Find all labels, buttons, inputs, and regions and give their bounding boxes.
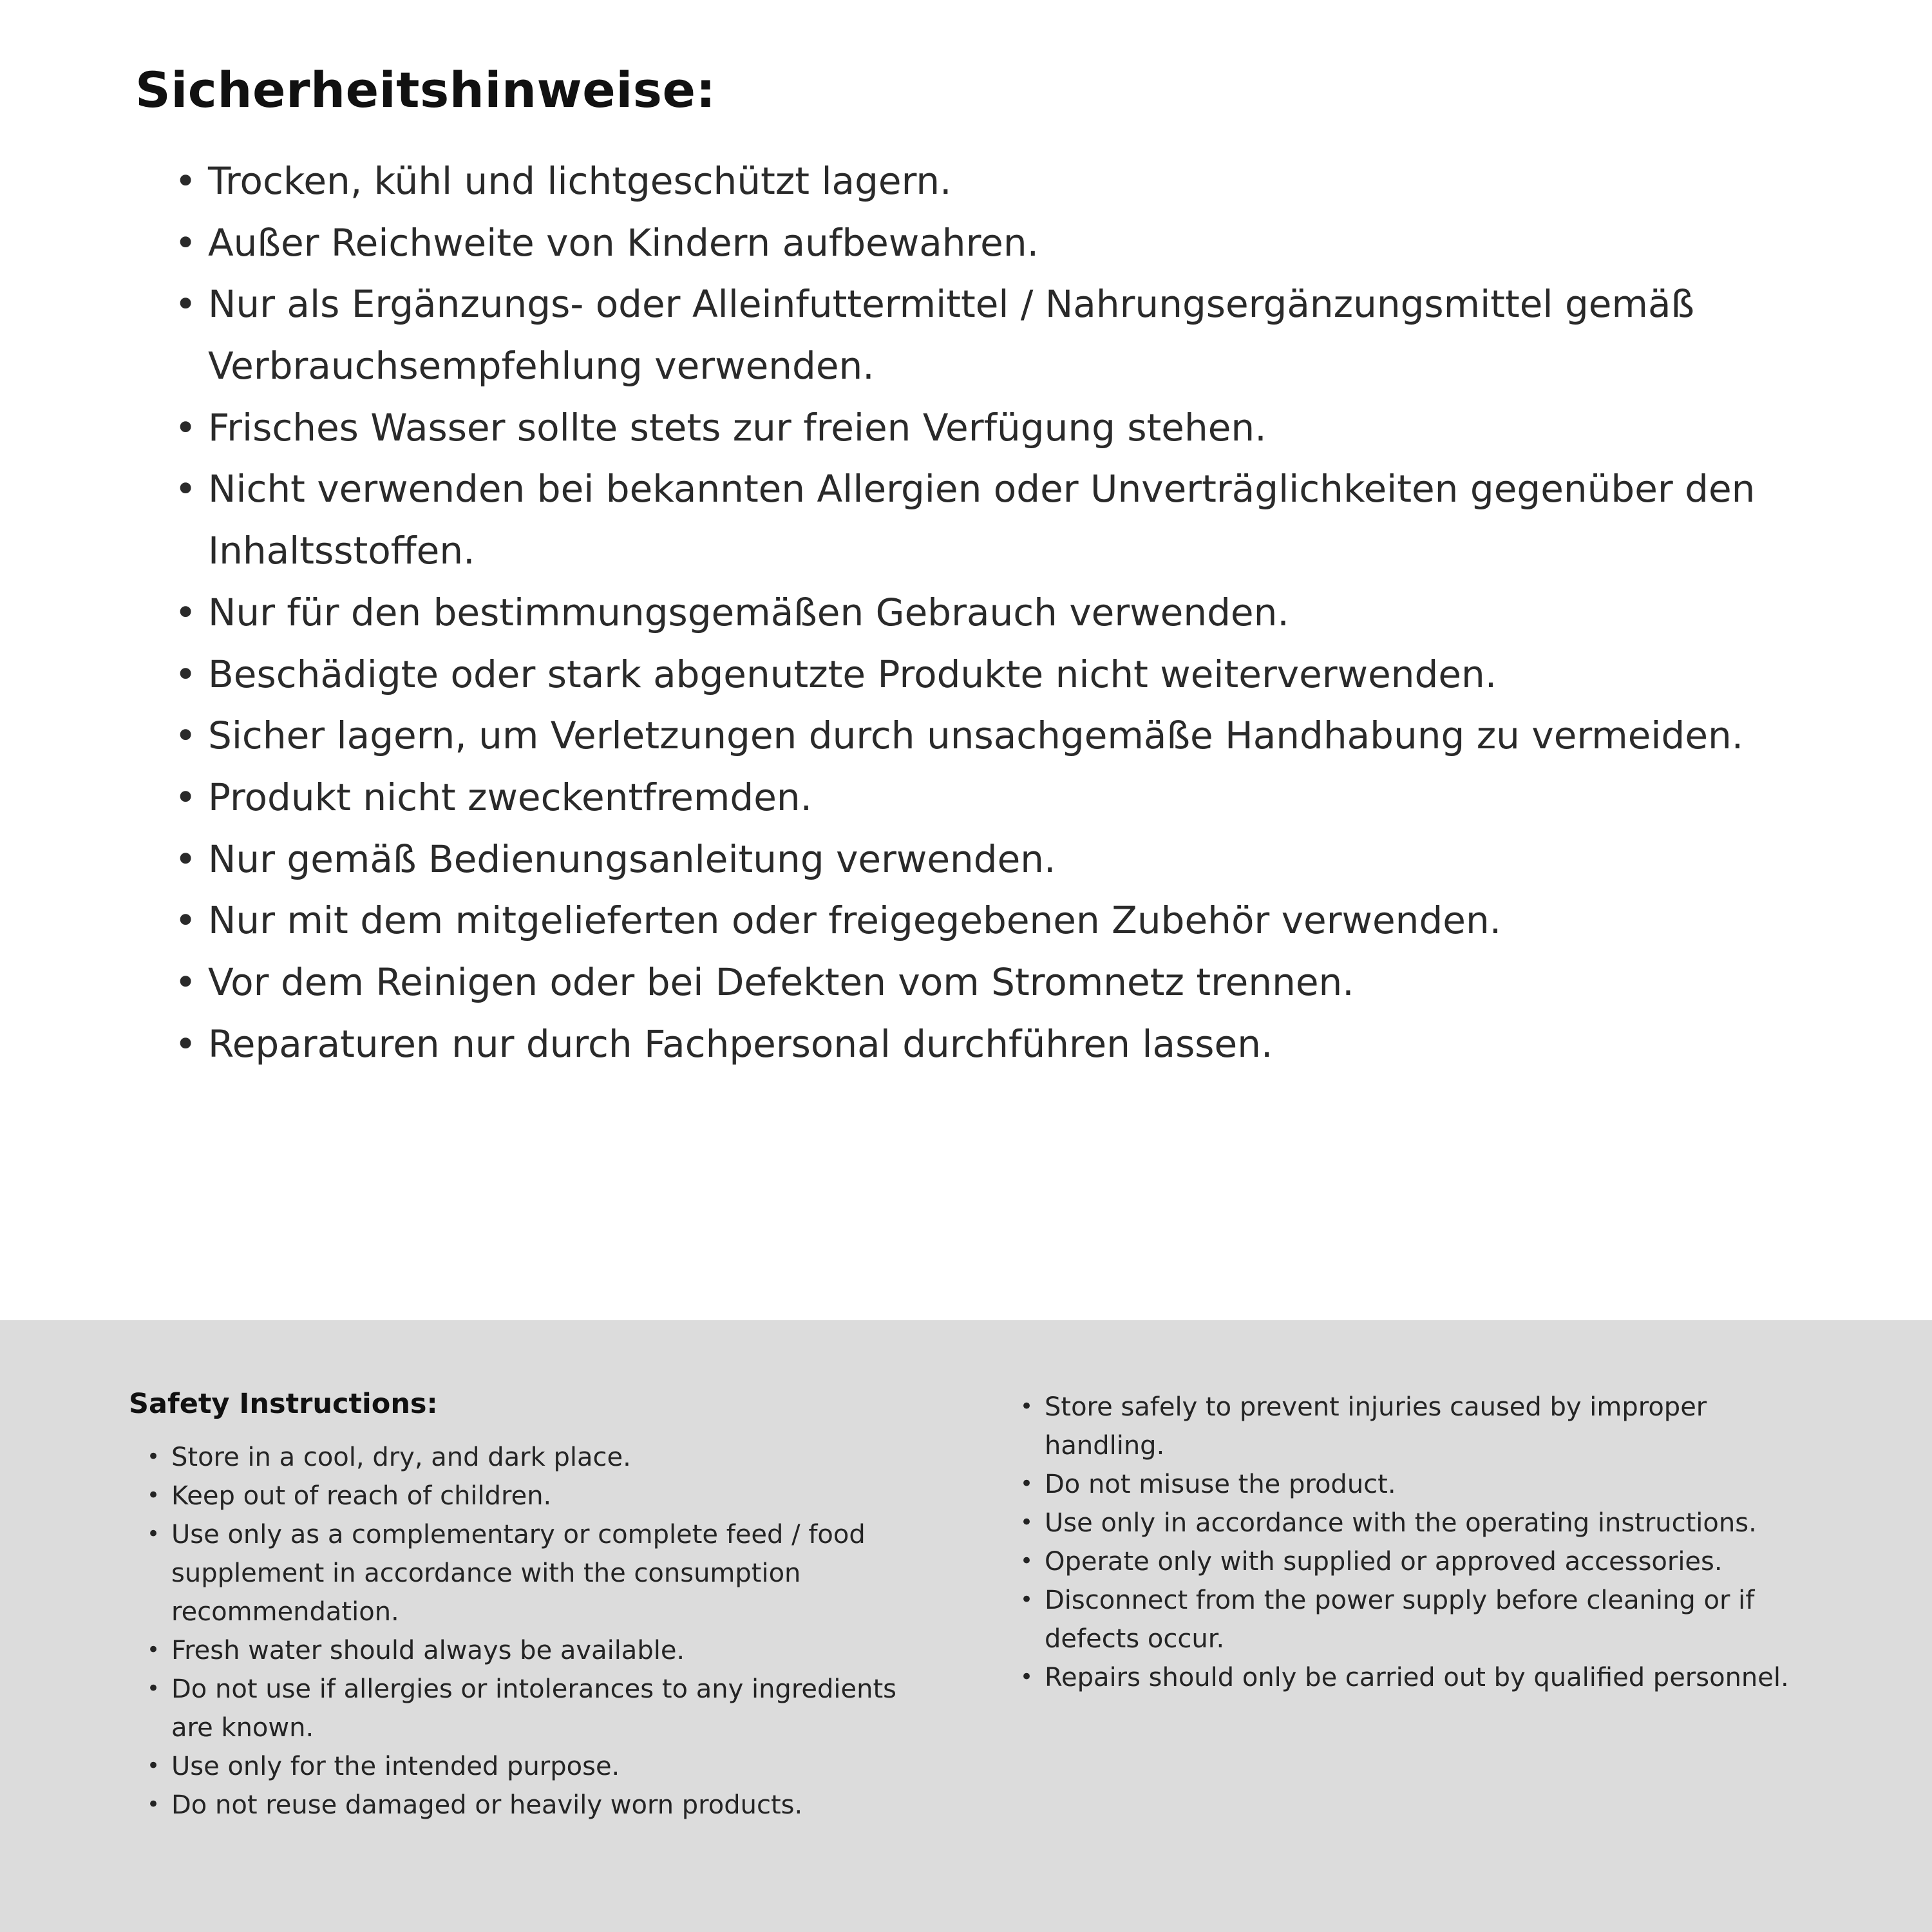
list-item: • Nur als Ergänzungs- oder Alleinfuttermittel / Nahrungsergänzungsmittel gemäß Verbrauchsempfehlung verwenden. [171,274,1781,397]
german-section-title: Sicherheitshinweise: [135,61,716,118]
list-item: • Operate only with supplied or approved accessories. [1018,1542,1823,1581]
list-item: • Frisches Wasser sollte stets zur freien Verfügung stehen. [171,397,1781,459]
list-item: • Fresh water should always be available. [144,1631,934,1670]
list-item: • Produkt nicht zweckentfremden. [171,767,1781,829]
english-instructions-list-left [129,1438,934,1824]
list-item: • Use only for the intended purpose. [144,1747,934,1786]
list-item: • Nur mit dem mitgelieferten oder freigegebenen Zubehör verwenden. [171,890,1781,952]
list-item: • Store safely to prevent injuries caused by improper handling. [1018,1388,1823,1465]
english-instructions-list-right [1018,1388,1823,1697]
list-item: • Disconnect from the power supply before cleaning or if defects occur. [1018,1581,1823,1658]
list-item: • Store in a cool, dry, and dark place. [144,1438,934,1477]
list-item: • Reparaturen nur durch Fachpersonal durchführen lassen. [171,1014,1781,1075]
english-section [0,1320,1932,1932]
list-item: • Außer Reichweite von Kindern aufbewahren. [171,213,1781,274]
list-item: • Nicht verwenden bei bekannten Allergien oder Unverträglichkeiten gegenüber den Inhaltsstoffen. [171,459,1781,582]
english-section-title: Safety Instructions: [129,1388,438,1420]
list-item: • Trocken, kühl und lichtgeschützt lagern. [171,151,1781,213]
list-item: • Beschädigte oder stark abgenutzte Produkte nicht weiterverwenden. [171,644,1781,706]
list-item: • Do not misuse the product. [1018,1465,1823,1504]
german-instructions-list [135,151,1781,1075]
list-item: • Sicher lagern, um Verletzungen durch unsachgemäße Handhabung zu vermeiden. [171,705,1781,767]
list-item: • Nur gemäß Bedienungsanleitung verwenden. [171,829,1781,891]
list-item: • Keep out of reach of children. [144,1477,934,1515]
list-item: • Nur für den bestimmungsgemäßen Gebrauch verwenden. [171,582,1781,644]
english-left-column [129,1388,934,1824]
list-item: • Do not reuse damaged or heavily worn products. [144,1786,934,1824]
list-item: • Repairs should only be carried out by qualified personnel. [1018,1658,1823,1697]
english-right-column [1018,1388,1823,1697]
list-item: • Vor dem Reinigen oder bei Defekten vom Stromnetz trennen. [171,952,1781,1014]
list-item: • Do not use if allergies or intolerances to any ingredients are known. [144,1670,934,1747]
list-item: • Use only as a complementary or complete feed / food supplement in accordance with the consumption recommendation. [144,1515,934,1631]
list-item: • Use only in accordance with the operating instructions. [1018,1504,1823,1542]
